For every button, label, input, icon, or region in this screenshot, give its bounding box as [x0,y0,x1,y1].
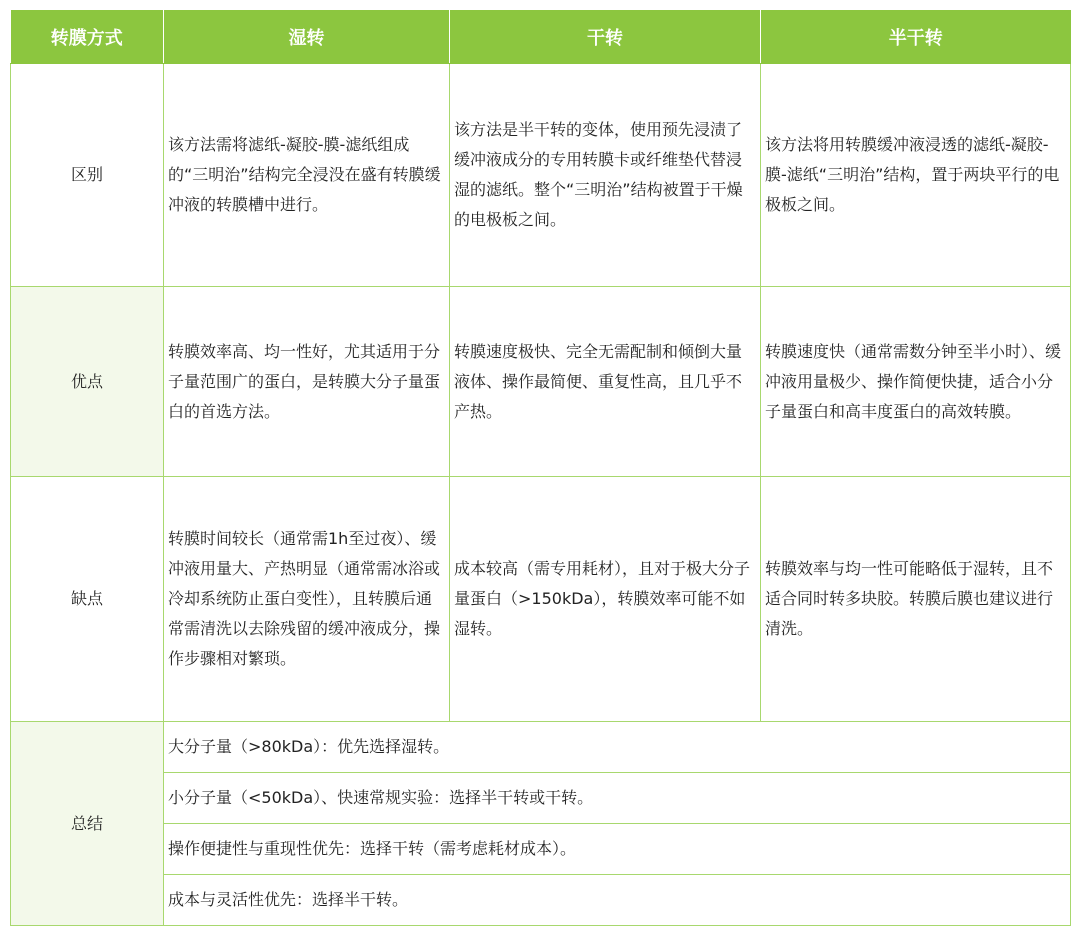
transfer-method-comparison-table [10,10,1071,926]
cell-difference-semi: 该方法将用转膜缓冲液浸透的滤纸-凝胶-膜-滤纸“三明治”结构，置于两块平行的电极板之间。 [761,64,1071,287]
header-dry-transfer: 干转 [450,10,761,64]
summary-item: 小分子量（<50kDa）、快速常规实验：选择半干转或干转。 [164,773,1071,824]
header-method: 转膜方式 [11,10,164,64]
cell-disadvantages-dry: 成本较高（需专用耗材），且对于极大分子量蛋白（>150kDa），转膜效率可能不如湿转。 [450,477,761,722]
table-row-disadvantages [11,477,1071,722]
comparison-table-wrapper [10,10,1070,926]
row-label-difference: 区别 [11,64,164,287]
summary-item: 成本与灵活性优先：选择半干转。 [164,875,1071,926]
cell-difference-wet: 该方法需将滤纸-凝胶-膜-滤纸组成的“三明治”结构完全浸没在盛有转膜缓冲液的转膜槽中进行。 [164,64,450,287]
row-label-disadvantages: 缺点 [11,477,164,722]
header-wet-transfer: 湿转 [164,10,450,64]
summary-item: 操作便捷性与重现性优先：选择干转（需考虑耗材成本）。 [164,824,1071,875]
row-label-advantages: 优点 [11,287,164,477]
cell-disadvantages-wet: 转膜时间较长（通常需1h至过夜）、缓冲液用量大、产热明显（通常需冰浴或冷却系统防止蛋白变性），且转膜后通常需清洗以去除残留的缓冲液成分，操作步骤相对繁琐。 [164,477,450,722]
cell-difference-dry: 该方法是半干转的变体，使用预先浸渍了缓冲液成分的专用转膜卡或纤维垫代替浸湿的滤纸。整个“三明治”结构被置于干燥的电极板之间。 [450,64,761,287]
table-row-difference [11,64,1071,287]
summary-row-3 [11,824,1071,875]
header-row [11,10,1071,64]
header-semi-dry-transfer: 半干转 [761,10,1071,64]
summary-item: 大分子量（>80kDa）：优先选择湿转。 [164,722,1071,773]
summary-row-2 [11,773,1071,824]
summary-row-4 [11,875,1071,926]
table-row-advantages [11,287,1071,477]
cell-advantages-wet: 转膜效率高、均一性好，尤其适用于分子量范围广的蛋白，是转膜大分子量蛋白的首选方法。 [164,287,450,477]
row-label-summary: 总结 [11,722,164,926]
summary-row-1 [11,722,1071,773]
cell-disadvantages-semi: 转膜效率与均一性可能略低于湿转，且不适合同时转多块胶。转膜后膜也建议进行清洗。 [761,477,1071,722]
cell-advantages-dry: 转膜速度极快、完全无需配制和倾倒大量液体、操作最简便、重复性高，且几乎不产热。 [450,287,761,477]
cell-advantages-semi: 转膜速度快（通常需数分钟至半小时）、缓冲液用量极少、操作简便快捷，适合小分子量蛋白和高丰度蛋白的高效转膜。 [761,287,1071,477]
